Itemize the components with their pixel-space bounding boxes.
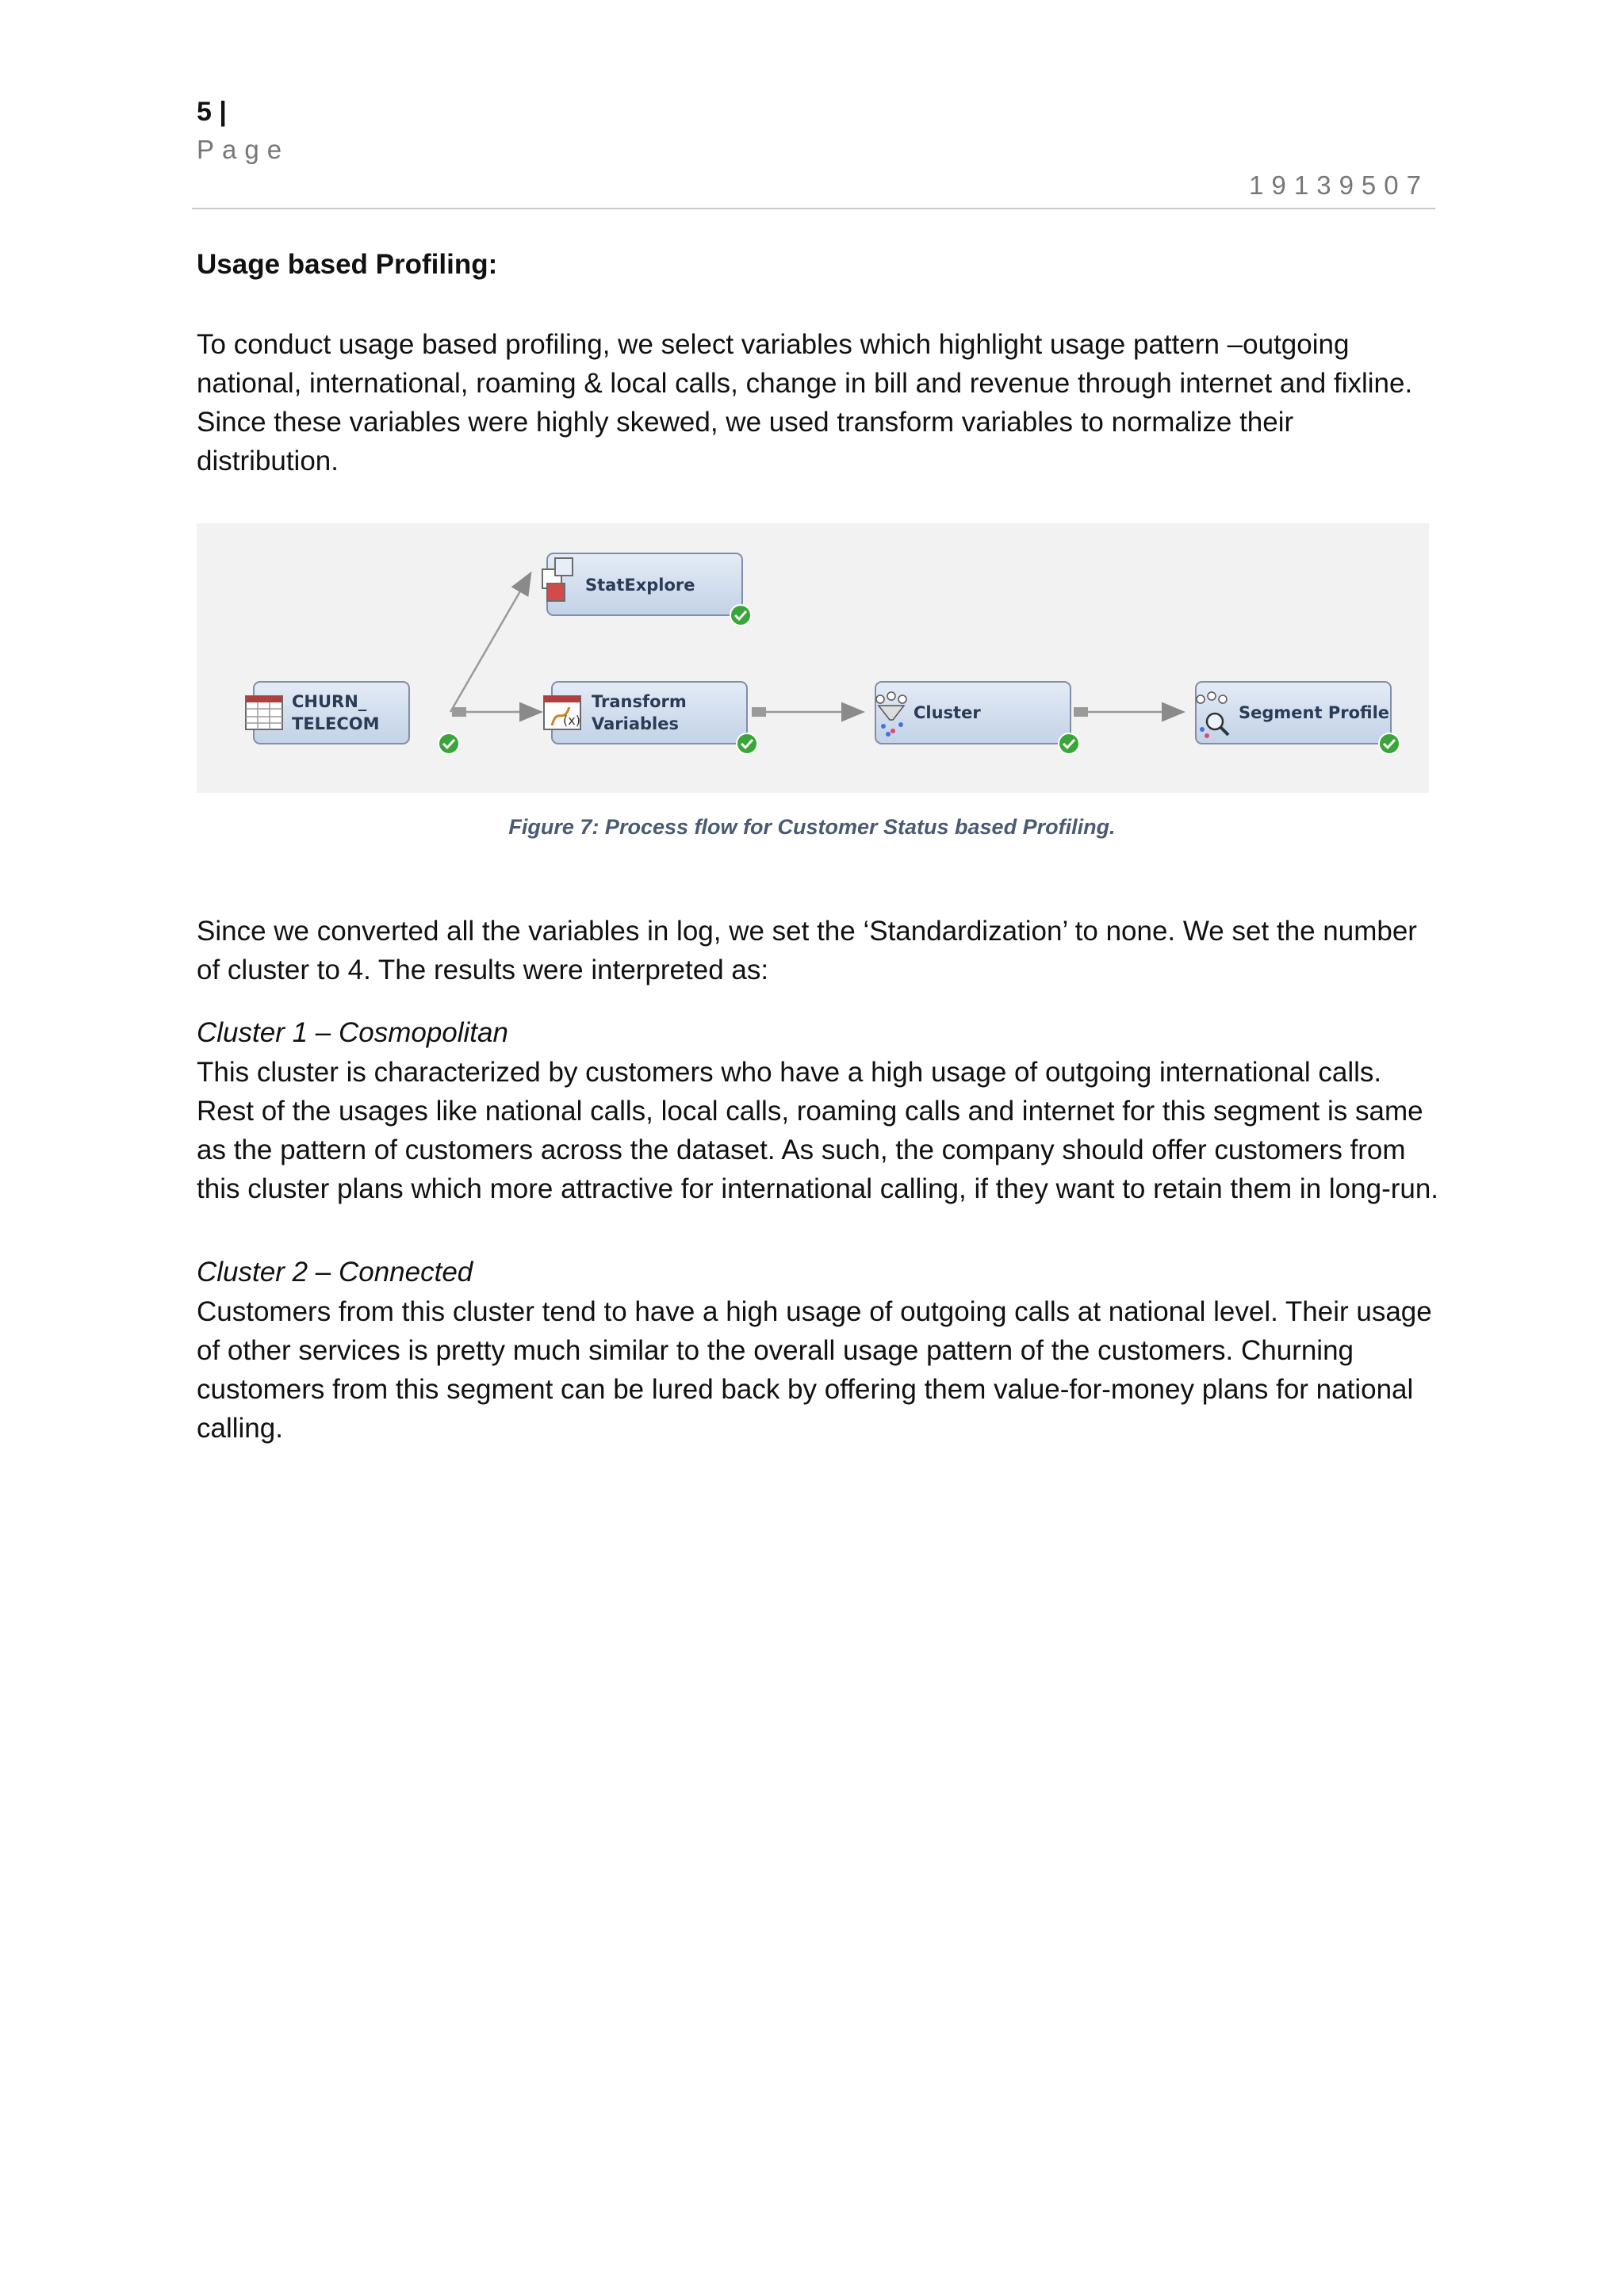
cluster-1-title: Cluster 1 – Cosmopolitan	[197, 1017, 508, 1048]
node-label: TELECOM	[292, 714, 380, 733]
standardization-paragraph: Since we converted all the variables in log, we set the ‘Standardization’ to none. We set the number of cluster to 4. The results were interpreted as:	[197, 916, 1417, 985]
page-label: Page	[197, 135, 290, 164]
process-flow-diagram	[197, 523, 1429, 793]
node-segment-profile	[1196, 682, 1400, 754]
page-number: 5 |	[197, 97, 227, 127]
svg-text:(x): (x)	[563, 713, 580, 728]
node-label: Cluster	[914, 703, 981, 722]
check-icon	[1379, 733, 1400, 754]
process-flow-figure	[197, 523, 1429, 793]
node-label: Variables	[592, 714, 679, 733]
node-cluster	[875, 682, 1079, 754]
node-label: Segment Profile	[1239, 703, 1390, 722]
check-icon	[439, 733, 459, 754]
cluster-2-description: Customers from this cluster tend to have a high usage of outgoing calls at national level. Their usage of other services is pretty much similar to the overall usage pattern of the customers. Churning customers from this segment can be lured back by offering them value-for-money plans for national calling.	[197, 1296, 1432, 1444]
node-label: StatExplore	[585, 576, 695, 595]
intro-paragraph: To conduct usage based profiling, we select variables which highlight usage pattern –outgoing national, international, roaming & local calls, change in bill and revenue through internet and fixline. Since these variables were highly skewed, we used transform variables to normalize their distribution.	[197, 329, 1413, 476]
cluster-2-title: Cluster 2 – Connected	[197, 1257, 473, 1288]
check-icon	[1059, 733, 1079, 754]
transform-icon	[544, 696, 580, 729]
node-label: Transform	[592, 692, 687, 711]
check-icon	[730, 605, 751, 626]
table-icon	[246, 696, 282, 729]
cluster-1-description: This cluster is characterized by customers who have a high usage of outgoing international calls. Rest of the usages like national calls, local calls, roaming calls and internet for this segment is same as the pattern of customers across the dataset. As such, the company should offer customers from this cluster plans which more attractive for international calling, if they want to retain them in long-run.	[197, 1057, 1439, 1204]
section-heading: Usage based Profiling:	[197, 249, 498, 280]
node-statexplore	[542, 553, 751, 626]
node-transform-variables	[544, 682, 757, 754]
connector-churn-to-statexplore	[450, 575, 530, 712]
header-divider	[192, 208, 1435, 209]
node-churn-telecom	[246, 682, 459, 754]
check-icon	[737, 733, 757, 754]
student-id: 19139507	[1249, 170, 1429, 200]
node-label: CHURN_	[292, 692, 367, 711]
figure-caption: Figure 7: Process flow for Customer Status based Profiling.	[508, 815, 1116, 839]
